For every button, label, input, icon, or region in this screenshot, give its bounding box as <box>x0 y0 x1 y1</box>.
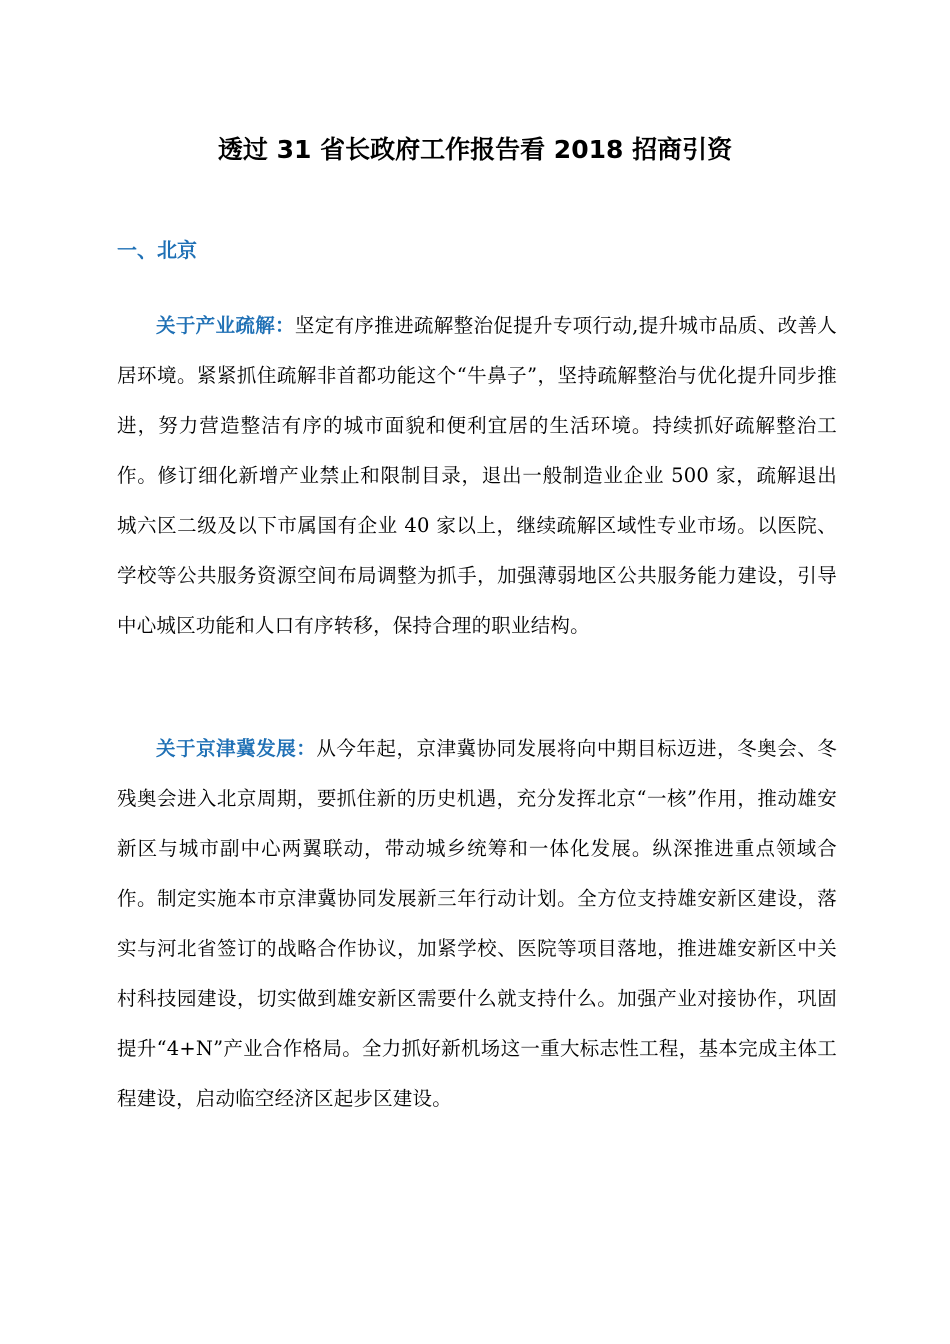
paragraph-body: 从今年起，京津冀协同发展将向中期目标迈进，冬奥会、冬残奥会进入北京周期，要抓住新的历史机遇，充分发挥北京“一核”作用，推动雄安新区与城市副中心两翼联动，带动城乡统筹和一体化发展。纵深推进重点领域合作。制定实施本市京津冀协同发展新三年行动计划。全方位支持雄安新区建设，落实与河北省签订的战略合作协议，加紧学校、医院等项目落地，推进雄安新区中关村科技园建设，切实做到雄安新区需要什么就支持什么。加强产业对接协作，巩固提升“4+N”产业合作格局。全力抓好新机场这一重大标志性工程，基本完成主体工程建设，启动临空经济区起步区建设。 <box>117 737 837 1110</box>
paragraph-lead-label: 关于京津冀发展： <box>156 737 317 760</box>
paragraph-jingjinji-development <box>117 724 837 1124</box>
document-title: 透过 31 省长政府工作报告看 2018 招商引资 <box>217 135 733 164</box>
paragraph-industry-relocation <box>117 301 837 651</box>
paragraph-body: 坚定有序推进疏解整治促提升专项行动,提升城市品质、改善人居环境。紧紧抓住疏解非首都功能这个“牛鼻子”，坚持疏解整治与优化提升同步推进，努力营造整洁有序的城市面貌和便利宜居的生活环境。持续抓好疏解整治工作。修订细化新增产业禁止和限制目录，退出一般制造业企业 500 家，疏解退出城六区二级及以下市属国有企业 40 家以上，继续疏解区域性专业市场。以医院、学校等公共服务资源空间布局调整为抓手，加强薄弱地区公共服务能力建设，引导中心城区功能和人口有序转移，保持合理的职业结构。 <box>117 314 837 637</box>
paragraph-lead-label: 关于产业疏解： <box>156 314 295 337</box>
section-heading-beijing: 一、北京 <box>117 238 197 262</box>
